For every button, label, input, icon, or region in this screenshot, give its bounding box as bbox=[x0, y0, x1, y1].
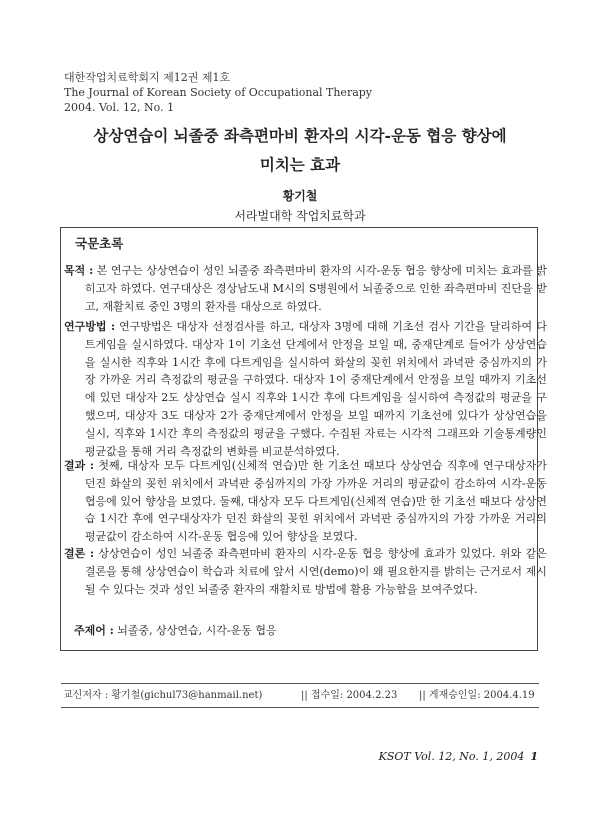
methods-label: 연구방법 : bbox=[64, 320, 116, 333]
footer-rule-top bbox=[61, 683, 539, 684]
paper-title-line2: 미치는 효과 bbox=[259, 155, 341, 174]
results-label: 결과 : bbox=[64, 459, 94, 472]
conclusion-text: 상상연습이 성인 뇌졸중 좌측편마비 환자의 시각-운동 협응 향상에 효과가 있었다. 위와 같은 결론을 통해 상상연습이 학습과 치료에 앞서 시연(demo)이 왜 필요한지를 밝히는 근거로서 제시될 수 있다는 것과 성인 뇌졸중 환자의 재활치료 방법에 활용 가능함을 보여주었다. bbox=[84, 547, 547, 596]
page-footer bbox=[379, 750, 538, 763]
abstract-conclusion bbox=[64, 545, 547, 598]
keywords-label: 주제어 : bbox=[74, 624, 114, 637]
conclusion-label: 결론 : bbox=[64, 547, 95, 560]
results-text: 첫째, 대상자 모두 다트게임(신체적 연습)만 한 기초선 때보다 상상연습 직후에 연구대상자가 던진 화살의 꽂힌 위치에서 과녁판 중심까지의 가장 가까운 거리의 평균값이 감소하여 시각-운동 협응에 있어 향상을 보였다. 둘째, 대상자 모두 다트게임(신체적 연습)만 한 기초선 때보다 상상연습 1시간 후에 연구대상자가 던진 화살의 꽂힌 위치에서 과녁판 중심까지의 가장 가까운 거리의 평균값이 감소하여 시각-운동 협응에 있어 향상을 보였다. bbox=[84, 459, 547, 544]
journal-volume: 2004. Vol. 12, No. 1 bbox=[64, 101, 175, 114]
keywords-text: 뇌졸중, 상상연습, 시각-운동 협응 bbox=[113, 624, 277, 637]
journal-citation: KSOT Vol. 12, No. 1, 2004 bbox=[378, 750, 525, 763]
received-date: || 접수일: 2004.2.23 bbox=[301, 690, 398, 701]
purpose-text: 본 연구는 상상연습이 성인 뇌졸중 좌측편마비 환자의 시각-운동 협응 향상에 미치는 효과를 밝히고자 하였다. 연구대상은 경상남도내 M시의 S병원에서 뇌졸중으로 인한 좌측편마비 진단을 받고, 재활치료 중인 3명의 환자를 대상으로 하였다. bbox=[84, 264, 547, 313]
author-affiliation: 서라벌대학 작업치료학과 bbox=[234, 209, 366, 223]
author-name: 황기철 bbox=[282, 189, 318, 203]
abstract-methods bbox=[64, 318, 547, 460]
journal-name-korean: 대한작업치료학회지 제12권 제1호 bbox=[64, 71, 231, 84]
journal-header bbox=[64, 70, 372, 115]
paper-title-line1: 상상연습이 뇌졸중 좌측편마비 환자의 시각-운동 협응 향상에 bbox=[93, 126, 507, 145]
keywords bbox=[74, 623, 277, 639]
purpose-label: 목적 : bbox=[64, 264, 94, 277]
accepted-date: || 게재승인일: 2004.4.19 bbox=[419, 690, 535, 701]
paper-title bbox=[0, 121, 600, 179]
abstract-results bbox=[64, 457, 547, 546]
journal-name-english: The Journal of Korean Society of Occupational Therapy bbox=[64, 86, 373, 99]
footer-rule-bottom bbox=[61, 707, 539, 708]
corresponding-author: 교신저자 : 황기철(gichul73@hanmail.net) bbox=[63, 690, 263, 701]
methods-text: 연구방법은 대상자 선정검사를 하고, 대상자 3명에 대해 기초선 검사 기간을 달리하여 다트게임을 실시하였다. 대상자 1이 기초선 단계에서 안정을 보일 때, 중재단계로 들어가 상상연습을 실시한 직후와 1시간 후에 다트게임을 실시하여 화살의 꽂힌 위치에서 과녁판 중심까지의 가장 가까운 거리 측정값의 평균을 구하였다. 대상자 1이 중재단계에서 안정을 보일 때까지 기초선에 있던 대상자 2도 상상연습 실시 직후와 1시간 후에 다트게임을 실시하여 측정값의 평균을 구했으며, 대상자 3도 대상자 2가 중재단계에서 안정을 보일 때까지 기초선에 있다가 상상연습을 실시, 직후와 1시간 후의 측정값의 평균을 구했다. 수집된 자료는 시각적 그래프와 기술통계량인 평균값을 통해 거리 측정값의 변화를 비교분석하였다. bbox=[84, 320, 547, 458]
abstract-heading: 국문초록 bbox=[75, 236, 124, 251]
page-number: 1 bbox=[530, 750, 538, 763]
abstract-purpose bbox=[64, 262, 547, 315]
